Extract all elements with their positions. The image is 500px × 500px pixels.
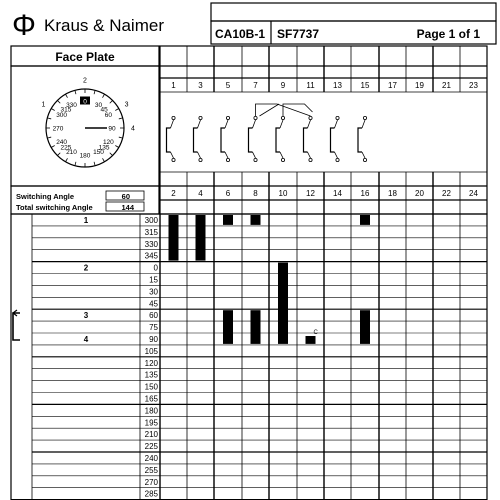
contact-number-bottom: 8 [253,189,258,198]
angle-label: 330 [144,239,158,249]
contact-number-top: 17 [388,81,397,90]
contact-number-top: 15 [360,81,370,90]
angle-label: 90 [149,335,158,344]
angle-label: 120 [144,358,158,368]
dial-tick [51,146,54,148]
dial-tick [119,118,123,119]
dial-label: 240 [56,139,68,146]
contact-diagram-grid [160,46,487,214]
dial-tick [66,94,68,97]
contact-symbol-icon [167,116,176,161]
contact-symbol-icon [358,116,367,161]
contact-number-bottom: 20 [415,189,424,198]
dial-position-number: 3 [124,101,129,109]
dial-tick [47,118,51,119]
contact-number-top: 19 [415,81,424,90]
switching-angle-value: 60 [121,192,130,201]
total-switching-angle-label: Total switching Angle [16,203,93,212]
contact-symbol-icon [249,116,258,161]
angle-label: 60 [149,311,158,321]
dial-label: 0 [83,98,87,106]
angle-label: 195 [144,418,158,428]
dial-tick [103,158,105,161]
dial-tick [115,146,118,148]
contact-number-bottom: 16 [360,189,370,198]
contact-number-bottom: 14 [333,189,342,198]
closed-contact-bar [223,310,233,344]
dial-tick [47,137,51,138]
angle-label: 0 [153,263,158,273]
contact-number-top: 7 [253,81,258,90]
dial-label: 135 [98,144,110,152]
dial-tick [75,162,76,166]
header [12,3,496,44]
contact-bridge-icon [256,104,313,116]
contact-number-bottom: 22 [442,189,451,198]
dial-tick [51,109,54,111]
dial-label: 315 [60,106,72,114]
angle-label: 300 [144,216,158,225]
contact-number-top: 9 [280,81,286,90]
angle-label: 345 [144,251,158,261]
contact-number-bottom: 2 [171,189,176,198]
dial-tick [57,153,60,156]
dial-position-number: 1 [41,101,46,109]
contact-symbol-icon [221,116,230,161]
closed-contact-bar [169,215,179,261]
angle-label: 15 [149,275,158,285]
contact-number-bottom: 4 [198,189,203,198]
drawing-number: SF7737 [277,27,320,41]
dial-label: 225 [60,144,72,152]
contact-symbol-icon [331,116,340,161]
angle-label: 75 [149,323,158,333]
position-bracket-icon [13,310,20,340]
partial-contact-bar [306,336,316,344]
dial-position-number: 2 [83,77,87,85]
position-label: 4 [83,335,89,344]
closed-contact-bar [251,215,261,225]
position-label: 2 [83,263,89,273]
position-label: 3 [83,311,89,321]
dial-label: 150 [93,148,104,156]
logo-phi-icon: Φ [12,9,36,42]
closed-contact-bar [223,215,233,225]
dial-label: 270 [52,125,64,133]
dial-label: 45 [100,106,108,114]
selector-dial [41,78,135,168]
contact-number-top: 11 [306,81,315,90]
angle-label: 270 [144,477,158,487]
contact-number-bottom: 10 [278,189,288,198]
company-name: Kraus & Naimer [44,16,164,35]
partial-contact-label: C [313,330,318,336]
angle-label: 180 [144,406,158,416]
angle-label: 105 [144,346,158,356]
angle-label: 150 [144,382,158,392]
dial-tick [57,100,60,103]
dial-label: 330 [66,102,77,110]
dial-tick [103,94,105,97]
contact-number-top: 3 [198,81,203,90]
contact-number-top: 5 [225,81,231,90]
contact-number-top: 13 [333,81,342,90]
contact-number-top: 21 [442,81,451,90]
page-indicator: Page 1 of 1 [416,27,480,41]
position-label: 1 [83,216,89,225]
dial-tick [110,100,113,103]
dial-tick [75,90,76,94]
angle-label: 45 [149,299,158,309]
face-plate-panel [11,46,159,186]
contact-symbol-icon [276,116,285,161]
contact-symbol-icon [304,116,313,161]
dial-tick [94,90,95,94]
contact-number-bottom: 18 [388,189,397,198]
dial-tick [115,109,118,111]
total-switching-angle-value: 144 [121,203,134,212]
contact-number-bottom: 6 [225,189,231,198]
angle-label: 30 [149,287,158,297]
angle-label: 255 [144,465,158,475]
dial-label: 210 [66,148,77,156]
switching-table [11,214,487,500]
contact-symbol-icon [194,116,203,161]
angle-label: 285 [144,489,158,499]
switching-angle-block [11,186,159,214]
contact-number-top: 1 [171,81,176,90]
contact-number-bottom: 12 [306,189,315,198]
angle-label: 225 [144,442,158,452]
closed-contact-bar [196,215,206,261]
dial-label: 300 [56,112,68,119]
contact-number-bottom: 24 [469,189,478,198]
switching-angle-label: Switching Angle [16,192,75,201]
dial-tick [66,158,68,161]
dial-position-number: 4 [131,125,135,133]
dial-label: 180 [79,152,91,160]
closed-contact-bar [278,263,288,344]
angle-label: 165 [144,394,158,404]
dial-label: 60 [104,112,112,119]
angle-label: 210 [144,430,158,440]
dial-label: 90 [108,125,116,133]
angle-label: 315 [144,227,158,237]
closed-contact-bar [360,310,370,344]
dial-label: 30 [94,102,103,110]
angle-label: 135 [144,370,158,380]
dial-label: 120 [102,139,114,146]
dial-tick [110,153,113,156]
model-number: CA10B-1 [215,27,266,41]
angle-label: 240 [144,454,158,463]
contact-number-top: 23 [469,81,478,90]
dial-tick [119,137,123,138]
closed-contact-bar [251,310,261,344]
face-plate-title: Face Plate [55,50,115,64]
closed-contact-bar [360,215,370,225]
dial-tick [94,162,95,166]
